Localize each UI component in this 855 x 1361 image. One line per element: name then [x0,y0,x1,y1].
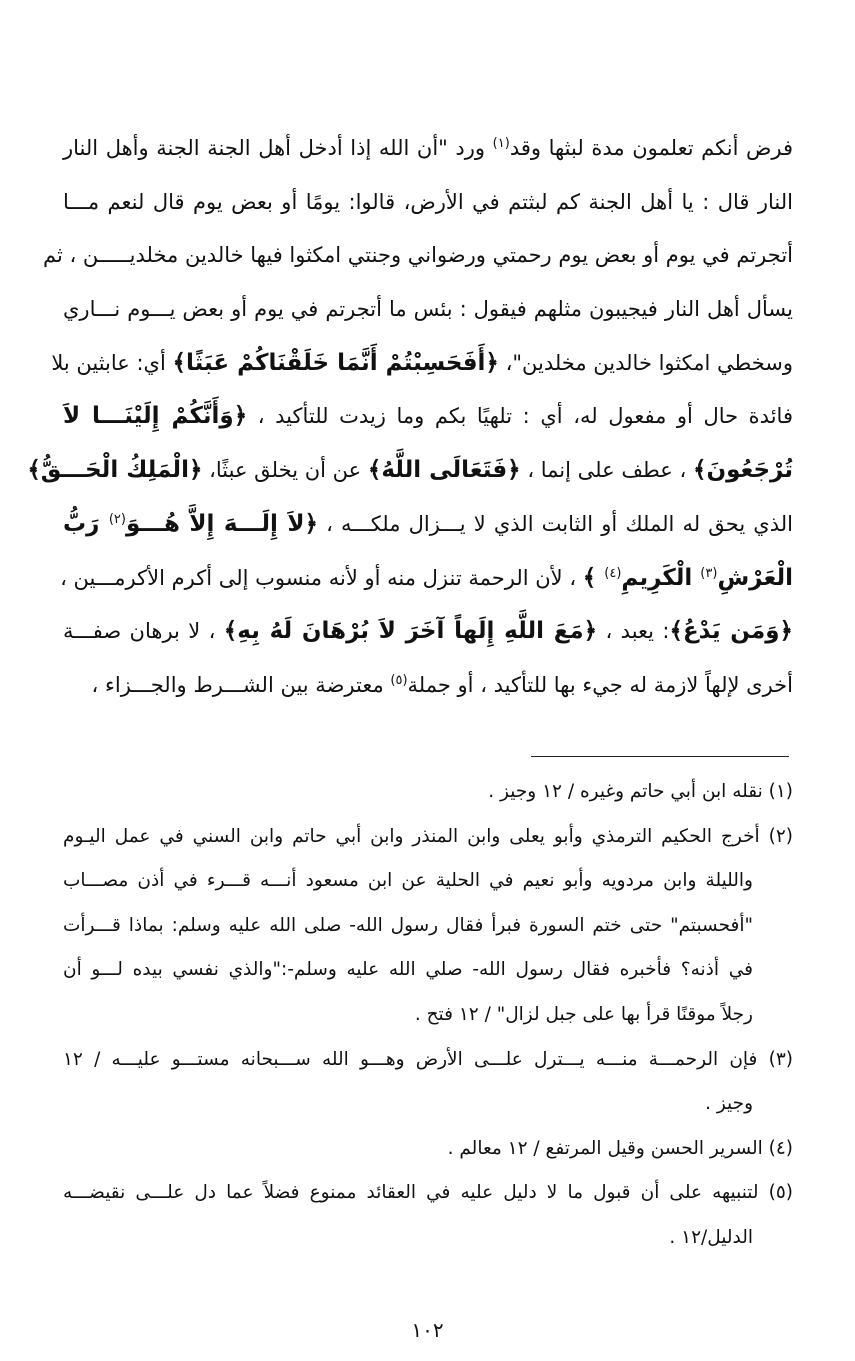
text-line [63,122,793,176]
footnote-4: (٤) السرير الحسن وقيل المرتفع / ١٢ معالم . [447,1137,793,1159]
text-segment: ، لا برهان صفـــة [63,619,224,644]
footnote-ref: (١) [492,136,510,151]
text-segment: معترضة بين الشـــرط والجـــزاء ، [91,672,391,697]
footnote-separator [531,756,789,757]
quran-verse: الْعَرْشِ [717,564,793,591]
text-line [63,605,793,659]
quran-verse: الْكَرِيمِ [621,564,701,591]
text-line: أتجرتم في يوم أو بعض يوم رحمتي ورضواني وجنتي امكثوا فيها خالدين مخلديـــــن ، ثم [42,243,793,268]
footnote-ref: (٤) [604,565,622,581]
footnote-3-cont: وجيز . [705,1093,753,1115]
main-text [27,122,794,713]
quran-verse: رَبُّ [63,510,109,537]
quran-verse: تُرْجَعُونَ﴾ [692,457,793,484]
text-line [51,337,793,391]
quran-verse: ﴿فَتَعَالَى اللَّهُ﴾ [367,457,521,484]
quran-verse: ﴾ [582,564,605,591]
footnote-2: (٢) أخرج الحكيم الترمذي وأبو يعلى وابن المنذر وابن أبي حاتم وابن السني في عمل اليـوم [63,825,793,847]
text-segment: : يعبد ، [597,619,670,644]
text-segment: فائدة حال أو مفعول له، أي : تلهيًا بكم وما زيدت للتأكيد ، [247,404,793,429]
footnote-5: (٥) لتنبيهه على أن قبول ما لا دليل عليه في العقائد ممنوع فضلاً عما دل علـــى نقيضـــه [63,1182,793,1204]
footnote-ref: (٣) [700,565,718,581]
text-line [60,552,793,606]
text-line [63,498,793,552]
page-number: ١٠٢ [411,1318,444,1342]
quran-verse: ﴿أَفَحَسِبْتُمْ أَنَّمَا خَلَقْنَاكُمْ عَبَثًا﴾ [172,349,499,376]
text-line: يسأل أهل النار فيجيبون مثلهم فيقول : بئس ما أتجرتم في يوم أو بعض يـــوم نـــاري [63,297,793,322]
text-segment: أي: عابثين بلا [51,350,173,375]
footnote-2-cont: رجلاً موقنًا قرأ بها على جبل لزال" / ١٢ فتح . [414,1003,753,1025]
text-segment: فرض أنكم تعلمون مدة لبثها وقد [509,136,794,160]
footnote-ref: (٥) [390,672,408,688]
footnote-5-cont: الدليل/١٢ . [669,1226,753,1248]
quran-verse: ﴿لاَ إِلَـــهَ إِلاَّ هُـــوَ [125,510,318,537]
text-line [63,390,793,444]
quran-verse: ﴿الْمَلِكُ الْحَـــقُّ﴾ [27,457,203,484]
text-segment: ، لأن الرحمة تنزل منه أو لأنه منسوب إلى أكرم الأكرمـــين ، [60,565,577,590]
footnote-1: (١) نقله ابن أبي حاتم وغيره / ١٢ وجيز . [488,781,793,802]
quran-verse: ﴿وَمَن يَدْعُ﴾ [669,618,794,645]
footnote-2-cont: "أفحسبتم" حتى ختم السورة فبرأ فقال رسول الله- صلى الله عليه وسلم: بماذا قـــرأت [63,914,753,936]
text-segment: ، عطف على إنما ، [520,458,687,483]
text-segment: وسخطي امكثوا خالدين مخلدين"، [498,350,793,375]
quran-verse: ﴿مَعَ اللَّهِ إِلَهاً آخَرَ لاَ بُرْهَانَ لَهُ بِهِ﴾ [223,618,598,645]
text-line: النار قال : يا أهل الجنة كم لبثتم في الأرض، قالوا: يومًا أو بعض يوم قال لنعم مـــا [63,189,793,214]
text-segment: أخرى لإلهاً لازمة له جيء بها للتأكيد ، أو جملة [407,672,793,697]
text-segment: عن أن يخلق عبثًا، [202,458,368,483]
footnotes [63,770,793,1261]
footnote-ref: (٢) [108,511,126,527]
footnote-2-cont: في أذنه؟ فأخبره فقال رسول الله- صلي الله عليه وسلم-:"والذي نفسي بيده لـــو أن [63,959,753,981]
footnote-3: (٣) فإن الرحمـــة منـــه يـــترل علـــى الأرض وهـــو الله ســـبحانه مستـــو عليـــه / ١٢ [63,1048,793,1070]
quran-verse: ﴿وَأَنَّكُمْ إِلَيْنَـــا لاَ [63,403,248,430]
text-segment: الذي يحق له الملك أو الثابت الذي لا يـــزال ملكـــه ، [317,511,793,536]
text-line [63,659,793,713]
text-line [27,444,793,498]
footnote-2-cont: والليلة وابن مردويه وأبو نعيم في الحلية عن ابن مسعود أنـــه قـــرء في أذن مصـــاب [63,870,753,892]
text-segment: ورد "أن الله إذا أدخل أهل الجنة الجنة وأهل النار [63,136,493,160]
